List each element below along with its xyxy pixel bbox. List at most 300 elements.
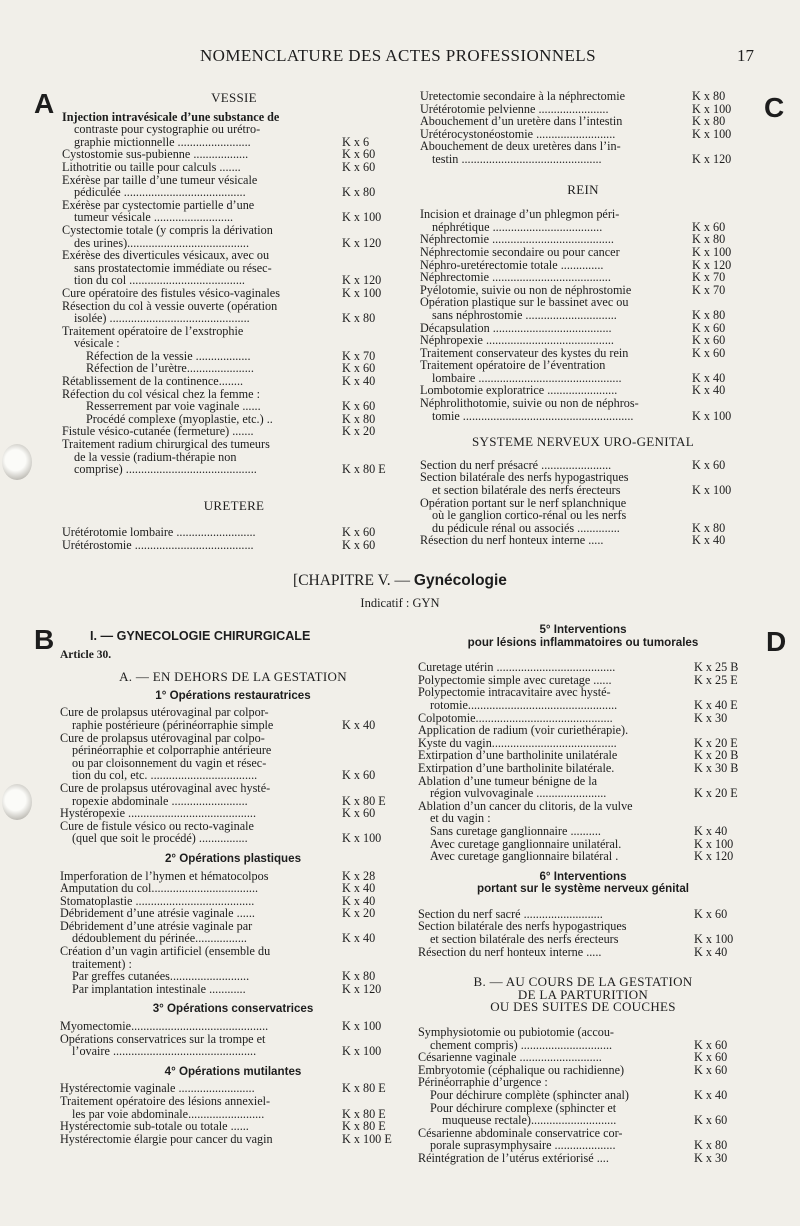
entry-row: [60, 1120, 406, 1133]
entry-description: (quel que soit le procédé) ................: [72, 831, 248, 846]
entry-coefficient: K x 30 B: [694, 760, 739, 775]
entry-row: [60, 1095, 406, 1108]
entry-description: Cure de prolapsus utérovaginal par colpo-: [60, 730, 265, 745]
entry-row: [420, 153, 746, 166]
entry-coefficient: K x 100: [342, 285, 382, 300]
list-gestation: [418, 1026, 748, 1165]
entry-description: les par voie abdominale.........................: [72, 1106, 265, 1121]
entry-coefficient: K x 20: [342, 906, 376, 921]
section-title-systeme-nerveux: SYSTEME NERVEUX URO-GENITAL: [472, 434, 694, 450]
entry-coefficient: K x 25 E: [694, 672, 738, 687]
entry-description: muqueuse rectale)............................: [442, 1113, 617, 1128]
entry-description: Résection du nerf honteux interne .....: [418, 944, 602, 959]
entry-coefficient: K x 80: [692, 520, 726, 535]
list-nerveux-genital: [418, 908, 748, 958]
entry-description: Création d’un vagin artificiel (ensemble du: [60, 944, 271, 959]
entry-description: Ablation d’un cancer du clitoris, de la vulve: [418, 798, 633, 813]
list-vessie: [62, 111, 406, 476]
margin-letter-a: A: [34, 88, 55, 119]
entry-description: du pédicule rénal ou associés ..............: [432, 520, 620, 535]
entry-description: Exérèse par taille d’une tumeur vésicale: [62, 172, 258, 187]
section-b-line1: B. — AU COURS DE LA GESTATION: [473, 974, 693, 990]
entry-description: Traitement conservateur des kystes du rein: [420, 345, 629, 360]
entry-description: Pyélotomie, suivie ou non de néphrostomie: [420, 282, 632, 297]
entry-coefficient: K x 30: [694, 1150, 728, 1165]
list-inflammatoires: [418, 661, 748, 863]
entry-description: Cure de prolapsus utérovaginal par colpor-: [60, 705, 269, 720]
entry-description: Césarienne abdominale conservatrice cor-: [418, 1125, 623, 1140]
entry-description: ropexie abdominale .........................: [72, 793, 248, 808]
entry-description: ou par cloisonnement du vagin et résec-: [72, 755, 267, 770]
entry-description: porale suprasymphysaire ....................: [430, 1138, 616, 1153]
subsection-plastiques: 2° Opérations plastiques: [164, 851, 302, 865]
entry-coefficient: K x 80 E: [342, 793, 386, 808]
entry-coefficient: K x 70: [692, 282, 726, 297]
entry-description: l’ovaire ...............................................: [72, 1044, 257, 1059]
entry-description: traitement) :: [72, 956, 132, 971]
entry-row: [420, 246, 746, 259]
entry-row: [60, 907, 406, 920]
entry-description: Abouchement d’un uretère dans l’intestin: [420, 114, 623, 129]
entry-row: [418, 1114, 748, 1127]
entry-description: comprise) ...........................................: [74, 462, 257, 477]
entry-description: Césarienne vaginale ...........................: [418, 1050, 602, 1065]
entry-coefficient: K x 100: [692, 483, 732, 498]
entry-coefficient: K x 120: [342, 981, 382, 996]
entry-coefficient: K x 60: [694, 906, 728, 921]
entry-row: [62, 287, 406, 300]
entry-description: Traitement radium chirurgical des tumeurs: [62, 437, 270, 452]
entry-row: [418, 850, 748, 863]
entry-coefficient: K x 20 E: [694, 786, 738, 801]
entry-description: Réfection du col vésical chez la femme :: [62, 386, 260, 401]
entry-row: [420, 208, 746, 221]
entry-description: Opération plastique sur le bassinet avec ou: [420, 295, 629, 310]
list-uretere: [62, 526, 406, 551]
header-title: NOMENCLATURE DES ACTES PROFESSIONNELS: [200, 46, 596, 65]
entry-description: Débridement d’une atrésie vaginale par: [60, 918, 253, 933]
subsection-5-line2: pour lésions inflammatoires ou tumorales: [467, 635, 699, 649]
entry-coefficient: K x 60: [342, 399, 376, 414]
entry-coefficient: K x 28: [342, 868, 376, 883]
entry-description: néphrétique ....................................: [432, 219, 603, 234]
entry-description: Rétablissement de la continence........: [62, 374, 244, 389]
column-top-right: [420, 90, 746, 547]
entry-description: Traitement opératoire des lésions annexiel-: [60, 1094, 271, 1108]
entry-description: Exérèse par cystectomie partielle d’une: [62, 197, 255, 212]
entry-row: [418, 787, 748, 800]
entry-description: Cure opératoire des fistules vésico-vaginales: [62, 285, 280, 300]
entry-coefficient: K x 60: [692, 333, 726, 348]
entry-description: tumeur vésicale ..........................: [74, 210, 234, 225]
entry-coefficient: K x 100: [692, 408, 732, 423]
section-title-vessie: VESSIE: [211, 90, 257, 105]
entry-row: [420, 115, 746, 128]
entry-description: Cure de prolapsus utérovaginal avec hysté-: [60, 780, 271, 795]
subsection-conservatrices: 3° Opérations conservatrices: [152, 1002, 314, 1016]
binder-hole-bottom: [2, 784, 32, 820]
entry-description: Extirpation d’une bartholinite unilatérale: [418, 748, 618, 763]
entry-coefficient: K x 120: [692, 151, 732, 166]
list-conservatrices: [60, 1020, 406, 1058]
entry-coefficient: K x 80 E: [342, 1119, 386, 1134]
entry-description: Réintégration de l’utérus extériorisé ....: [418, 1150, 609, 1165]
subsection-6-line1: 6° Interventions: [539, 869, 627, 883]
entry-row: [418, 1152, 748, 1165]
margin-letter-d: D: [766, 626, 787, 657]
binder-hole-top: [2, 444, 32, 480]
article-number: Article 30.: [60, 648, 112, 661]
entry-row: [420, 397, 746, 410]
entry-coefficient: K x 60: [342, 768, 376, 783]
entry-coefficient: K x 40: [694, 944, 728, 959]
entry-description: graphie mictionnelle ........................: [74, 134, 251, 149]
entry-row: [62, 438, 406, 451]
entry-description: Sans curetage ganglionnaire ..........: [430, 823, 601, 838]
entry-coefficient: K x 20 B: [694, 748, 739, 763]
entry-row: [62, 249, 406, 262]
entry-coefficient: K x 40: [342, 717, 376, 732]
entry-row: [418, 933, 748, 946]
list-restauratrices: [60, 706, 406, 845]
entry-description: Pour déchirure complexe (sphincter et: [430, 1100, 617, 1115]
entry-coefficient: K x 120: [692, 257, 732, 272]
entry-description: Embryotomie (céphalique ou rachidienne): [418, 1062, 625, 1077]
entry-description: Resserrement par voie vaginale ......: [86, 399, 261, 414]
entry-coefficient: K x 60: [342, 147, 376, 162]
entry-coefficient: K x 20 E: [694, 735, 738, 750]
entry-description: lombaire ...............................................: [432, 370, 622, 385]
entry-description: Hystéropexie ..........................................: [60, 806, 256, 821]
section-b-line2: DE LA PARTURITION: [517, 986, 649, 1002]
entry-row: [60, 983, 406, 996]
column-top-left: [62, 88, 406, 552]
entry-coefficient: K x 100: [692, 126, 732, 141]
entry-description: Section du nerf sacré ..........................: [418, 906, 603, 921]
entry-coefficient: K x 40: [692, 383, 726, 398]
page-header: [0, 46, 800, 68]
entry-row: [420, 410, 746, 423]
entry-description: Par greffes cutanées..........................: [72, 969, 250, 984]
entry-description: Myomectomie.............................................: [60, 1019, 269, 1034]
entry-coefficient: K x 120: [694, 849, 734, 864]
entry-coefficient: K x 60: [692, 219, 726, 234]
entry-description: région vulvovaginale .......................: [430, 786, 607, 801]
entry-coefficient: K x 80: [342, 411, 376, 426]
chapter-indicatif: Indicatif : GYN: [360, 596, 440, 610]
subsection-mutilantes: 4° Opérations mutilantes: [164, 1064, 302, 1078]
entry-row: [418, 825, 748, 838]
entry-description: et du vagin :: [430, 811, 491, 826]
entry-coefficient: K x 40 E: [694, 697, 738, 712]
entry-row: [60, 1133, 406, 1146]
entry-description: Ablation d’une tumeur bénigne de la: [418, 773, 598, 788]
entry-description: Traitement opératoire de l’éventration: [420, 358, 606, 373]
subsection-6-line2: portant sur le système nerveux génital: [477, 882, 689, 896]
entry-description: Fistule vésico-cutanée (fermeture) .......: [62, 424, 254, 439]
entry-description: Symphysiotomie ou pubiotomie (accou-: [418, 1025, 614, 1040]
entry-coefficient: K x 80: [694, 1138, 728, 1153]
entry-coefficient: K x 60: [342, 538, 376, 552]
entry-row: [418, 1026, 748, 1039]
entry-description: Amputation du col...................................: [60, 881, 259, 896]
entry-description: Néphropexie ..........................................: [420, 333, 614, 348]
entry-row: [62, 161, 406, 174]
entry-description: Résection du col à vessie ouverte (opération: [62, 298, 278, 313]
entry-description: Néphrectomie secondaire ou pour cancer: [420, 244, 620, 259]
entry-coefficient: K x 40: [342, 931, 376, 946]
entry-coefficient: K x 30: [694, 710, 728, 725]
entry-description: Périnéorraphie d’urgence :: [418, 1075, 548, 1090]
entry-description: Néphrolithotomie, suivie ou non de néphros-: [420, 396, 639, 411]
entry-row: [62, 375, 406, 388]
entry-row: [62, 186, 406, 199]
entry-row: [60, 744, 406, 757]
entry-coefficient: K x 100: [694, 932, 734, 947]
entry-description: Par implantation intestinale ............: [72, 981, 246, 996]
entry-coefficient: K x 100 E: [342, 1131, 392, 1146]
entry-row: [60, 970, 406, 983]
entry-description: sans néphrostomie ..............................: [432, 307, 617, 322]
entry-description: Section bilatérale des nerfs hypogastriques: [418, 919, 627, 934]
entry-row: [62, 400, 406, 413]
entry-coefficient: K x 40: [694, 1088, 728, 1102]
entry-row: [420, 534, 746, 547]
list-mutilantes: [60, 1082, 406, 1145]
entry-coefficient: K x 100: [692, 101, 732, 116]
entry-description: Cure de fistule vésico ou recto-vaginale: [60, 818, 254, 833]
entry-coefficient: K x 6: [342, 134, 370, 149]
entry-row: [60, 832, 406, 845]
entry-row: [418, 1051, 748, 1064]
entry-description: Procédé complexe (myoplastie, etc.) ..: [86, 411, 273, 426]
entry-description: Polypectomie intracavitaire avec hysté-: [418, 685, 611, 700]
entry-description: de la vessie (radium-thérapie non: [74, 449, 237, 464]
entry-row: [62, 224, 406, 237]
entry-description: tion du col ......................................: [74, 273, 245, 288]
entry-coefficient: K x 60: [342, 361, 376, 376]
entry-coefficient: K x 80 E: [342, 1081, 386, 1096]
entry-description: tomie ........................................................: [432, 408, 634, 423]
entry-coefficient: K x 80: [342, 311, 376, 326]
entry-coefficient: K x 60: [342, 806, 376, 821]
subsection-5-line1: 5° Interventions: [539, 623, 627, 636]
entry-coefficient: K x 40: [694, 823, 728, 838]
entry-coefficient: K x 40: [342, 374, 376, 389]
entry-description: Lombotomie exploratrice .......................: [420, 383, 618, 398]
entry-coefficient: K x 70: [342, 348, 376, 363]
column-bottom-left: [60, 624, 406, 1145]
entry-description: Hystérectomie sub-totale ou totale ......: [60, 1119, 249, 1134]
entry-row: [418, 1089, 748, 1102]
entry-row: [62, 539, 406, 552]
entry-description: et section bilatérale des nerfs érecteurs: [432, 483, 621, 498]
entry-description: testin ..............................................: [432, 151, 602, 166]
list-plastiques: [60, 870, 406, 996]
entry-description: Urétérotomie pelvienne .......................: [420, 101, 609, 116]
entry-description: où le ganglion cortico-rénal ou les nerfs: [432, 508, 627, 523]
entry-description: Uretectomie secondaire à la néphrectomie: [420, 89, 626, 103]
entry-row: [60, 1020, 406, 1033]
entry-coefficient: K x 80: [692, 89, 726, 103]
entry-description: Section bilatérale des nerfs hypogastriques: [420, 470, 629, 485]
entry-description: Extirpation d’une bartholinite bilatérale.: [418, 760, 615, 775]
entry-row: [420, 334, 746, 347]
entry-coefficient: K x 60: [342, 525, 376, 540]
entry-description: Section du nerf présacré .......................: [420, 457, 612, 472]
entry-row: [418, 699, 748, 712]
entry-row: [60, 782, 406, 795]
entry-description: Imperforation de l’hymen et hématocolpos: [60, 868, 269, 883]
entry-coefficient: K x 100: [342, 831, 382, 846]
entry-description: Injection intravésicale d’une substance de: [62, 109, 280, 124]
entry-coefficient: K x 80: [342, 969, 376, 984]
entry-description: Incision et drainage d’un phlegmon péri-: [420, 207, 620, 222]
entry-coefficient: K x 120: [342, 235, 382, 250]
entry-description: Cystostomie sus-pubienne ..................: [62, 147, 249, 162]
entry-description: Résection du nerf honteux interne .....: [420, 533, 604, 548]
entry-description: Urétérostomie .......................................: [62, 538, 254, 552]
part-title: I. — GYNECOLOGIE CHIRURGICALE: [90, 629, 311, 643]
entry-coefficient: K x 80: [692, 114, 726, 129]
entry-description: Néphrectomie ........................................: [420, 232, 614, 247]
list-rein: [420, 208, 746, 422]
entry-description: Néphrectomie .......................................: [420, 270, 611, 285]
entry-description: des urines)........................................: [74, 235, 250, 250]
entry-coefficient: K x 80: [692, 307, 726, 322]
entry-coefficient: K x 60: [694, 1050, 728, 1065]
entry-description: contraste pour cystographie ou urétro-: [74, 122, 261, 137]
entry-row: [60, 1045, 406, 1058]
page-number: 17: [737, 46, 754, 65]
section-b-line3: OU DES SUITES DE COUCHES: [490, 999, 676, 1015]
entry-coefficient: K x 60: [692, 320, 726, 335]
entry-coefficient: K x 40: [342, 893, 376, 908]
entry-row: [62, 123, 406, 136]
entry-row: [420, 271, 746, 284]
entry-row: [418, 946, 748, 959]
entry-coefficient: K x 120: [342, 273, 382, 288]
entry-coefficient: K x 40: [692, 370, 726, 385]
entry-row: [60, 807, 406, 820]
entry-coefficient: K x 60: [692, 457, 726, 472]
entry-row: [418, 661, 748, 674]
entry-description: isolée) ..............................................: [74, 311, 250, 326]
subsection-restauratrices: 1° Opérations restauratrices: [155, 688, 311, 702]
section-title-hors-gestation: A. — EN DEHORS DE LA GESTATION: [119, 669, 347, 685]
entry-description: Kyste du vagin.........................................: [418, 735, 617, 750]
entry-coefficient: K x 40: [342, 881, 376, 896]
entry-row: [62, 312, 406, 325]
chapter-name: Gynécologie: [413, 572, 507, 589]
entry-description: Cystectomie totale (y compris la dérivation: [62, 222, 273, 237]
entry-description: chement compris) ..............................: [430, 1037, 613, 1052]
entry-description: Colpotomie.............................................: [418, 710, 613, 725]
column-bottom-right: [418, 624, 748, 1165]
entry-coefficient: K x 40: [692, 533, 726, 548]
entry-row: [62, 463, 406, 476]
entry-row: [60, 882, 406, 895]
entry-coefficient: K x 60: [342, 159, 376, 174]
list-uretere-continued: [420, 90, 746, 166]
entry-row: [420, 90, 746, 103]
margin-letter-b: B: [34, 624, 55, 655]
entry-description: Traitement opératoire de l’exstrophie: [62, 323, 244, 338]
entry-row: [60, 945, 406, 958]
list-systeme-nerveux: [420, 459, 746, 547]
margin-letter-c: C: [764, 92, 785, 123]
entry-row: [420, 309, 746, 322]
entry-row: [418, 724, 748, 737]
entry-description: Avec curetage ganglionnaire bilatéral .: [430, 849, 619, 864]
entry-coefficient: K x 100: [342, 210, 382, 225]
entry-description: Abouchement de deux uretères dans l’in-: [420, 139, 621, 154]
entry-description: pédiculée ........................................: [74, 185, 246, 200]
entry-description: rotomie.................................................: [430, 697, 618, 712]
entry-row: [62, 337, 406, 350]
entry-description: Réfection de l’urètre......................: [86, 361, 254, 376]
entry-row: [418, 762, 748, 775]
entry-description: dédoublement du périnée.................: [72, 931, 247, 946]
entry-description: périnéorraphie et colporraphie antérieure: [72, 743, 272, 758]
entry-row: [60, 719, 406, 732]
entry-description: Pour déchirure complète (sphincter anal): [430, 1088, 629, 1102]
entry-description: Urétérocystonéostomie ..........................: [420, 126, 616, 141]
entry-description: Stomatoplastie .......................................: [60, 893, 255, 908]
entry-coefficient: K x 100: [692, 244, 732, 259]
entry-description: tion du col, etc. ...................................: [72, 768, 258, 783]
entry-description: et section bilatérale des nerfs érecteurs: [430, 932, 619, 947]
entry-description: Polypectomie simple avec curetage ......: [418, 672, 612, 687]
entry-description: Avec curetage ganglionnaire unilatéral.: [430, 836, 622, 851]
entry-coefficient: K x 100: [342, 1044, 382, 1059]
entry-coefficient: K x 60: [694, 1062, 728, 1077]
entry-description: sans prostatectomie immédiate ou résec-: [74, 260, 272, 275]
entry-description: Application de radium (voir curiethérapie).: [418, 723, 629, 738]
entry-description: Hystérectomie élargie pour cancer du vagin: [60, 1131, 273, 1146]
entry-description: vésicale :: [74, 336, 120, 351]
entry-row: [420, 484, 746, 497]
entry-coefficient: K x 60: [692, 345, 726, 360]
entry-description: Décapsulation .......................................: [420, 320, 612, 335]
entry-row: [420, 359, 746, 372]
entry-description: raphie postérieure (périnéorraphie simple: [72, 717, 274, 732]
entry-coefficient: K x 80: [692, 232, 726, 247]
entry-description: Exérèse des diverticules vésicaux, avec ou: [62, 248, 270, 263]
entry-coefficient: K x 100: [342, 1019, 382, 1034]
entry-coefficient: K x 25 B: [694, 660, 739, 675]
entry-coefficient: K x 60: [694, 1113, 728, 1128]
entry-description: Urétérotomie lombaire ..........................: [62, 525, 256, 540]
entry-coefficient: K x 60: [694, 1037, 728, 1052]
entry-coefficient: K x 20: [342, 424, 376, 439]
entry-coefficient: K x 100: [694, 836, 734, 851]
entry-coefficient: K x 80 E: [342, 1106, 386, 1121]
entry-coefficient: K x 70: [692, 270, 726, 285]
entry-description: Opérations conservatrices sur la trompe et: [60, 1031, 266, 1046]
entry-description: Curetage utérin .......................................: [418, 660, 616, 675]
entry-row: [420, 509, 746, 522]
chapter-title: [0, 572, 800, 590]
entry-description: Hystérectomie vaginale .........................: [60, 1081, 255, 1096]
entry-description: Opération portant sur le nerf splanchnique: [420, 495, 627, 510]
entry-description: Réfection de la vessie ..................: [86, 348, 251, 363]
entry-description: Débridement d’une atrésie vaginale ......: [60, 906, 255, 921]
section-title-uretere: URETERE: [203, 497, 265, 513]
entry-coefficient: K x 80 E: [342, 462, 386, 477]
entry-description: Néphro-uretérectomie totale ..............: [420, 257, 604, 272]
chapter-prefix: [CHAPITRE V. —: [293, 572, 411, 589]
